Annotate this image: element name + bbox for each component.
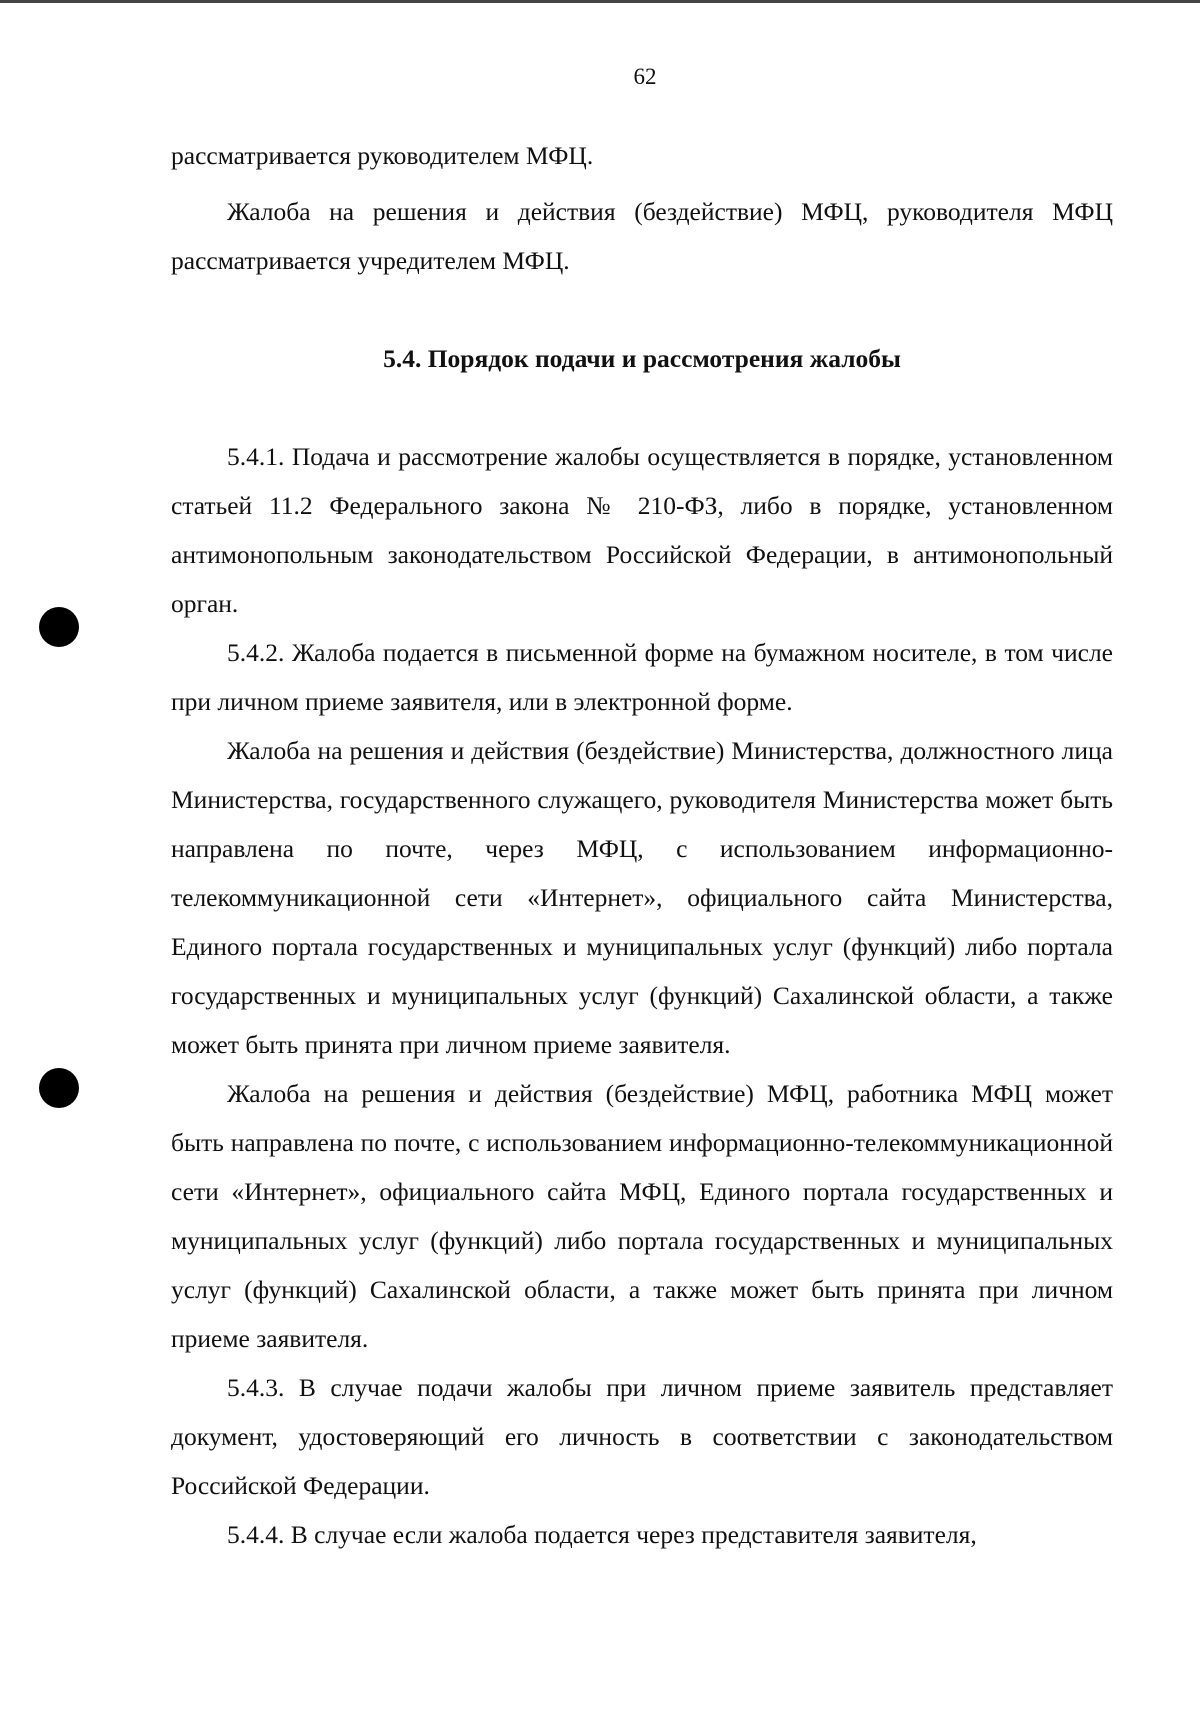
paragraph-mfc-head-complaint: Жалоба на решения и действия (бездействие) МФЦ, руководителя МФЦ рассматривается учредителем МФЦ.: [171, 197, 1113, 275]
paragraph-continuation: рассматривается руководителем МФЦ.: [171, 141, 594, 170]
punch-hole: [39, 1068, 79, 1108]
document-body: [171, 131, 1113, 1559]
paragraph-mfc-worker-complaint: Жалоба на решения и действия (бездействие) МФЦ, работника МФЦ может быть направлена по почте, с использованием информационно-телекоммуникационной сети «Интернет», официального сайта МФЦ, Единого портала государственных и муниципальных услуг (функций) либо портала государственных и муниципальных услуг (функций) Сахалинской области, а также может быть принята при личном приеме заявителя.: [171, 1079, 1113, 1353]
paragraph-ministry-complaint: Жалоба на решения и действия (бездействие) Министерства, должностного лица Министерства, государственного служащего, руководителя Министерства может быть направлена по почте, через МФЦ, с использованием информационно-телекоммуникационной сети «Интернет», официального сайта Министерства, Единого портала государственных и муниципальных услуг (функций) либо портала государственных и муниципальных услуг (функций) Сахалинской области, а также может быть принята при личном приеме заявителя.: [171, 736, 1113, 1059]
paragraph-5-4-3: 5.4.3. В случае подачи жалобы при личном приеме заявитель представляет документ, удостоверяющий его личность в соответствии с законодательством Российской Федерации.: [171, 1373, 1113, 1500]
page-number: 62: [633, 64, 657, 89]
paragraph-5-4-2: 5.4.2. Жалоба подается в письменной форме на бумажном носителе, в том числе при личном приеме заявителя, или в электронной форме.: [171, 638, 1113, 716]
punch-hole: [39, 607, 79, 647]
scan-edge-line: [0, 0, 1200, 3]
section-heading: 5.4. Порядок подачи и рассмотрения жалобы: [383, 344, 901, 373]
paragraph-5-4-4: 5.4.4. В случае если жалоба подается через представителя заявителя,: [227, 1520, 977, 1549]
paragraph-5-4-1: 5.4.1. Подача и рассмотрение жалобы осуществляется в порядке, установленном статьей 11.2 Федерального закона № 210-ФЗ, либо в порядке, установленном антимонопольным законодательством Российской Федерации, в антимонопольный орган.: [171, 442, 1113, 618]
